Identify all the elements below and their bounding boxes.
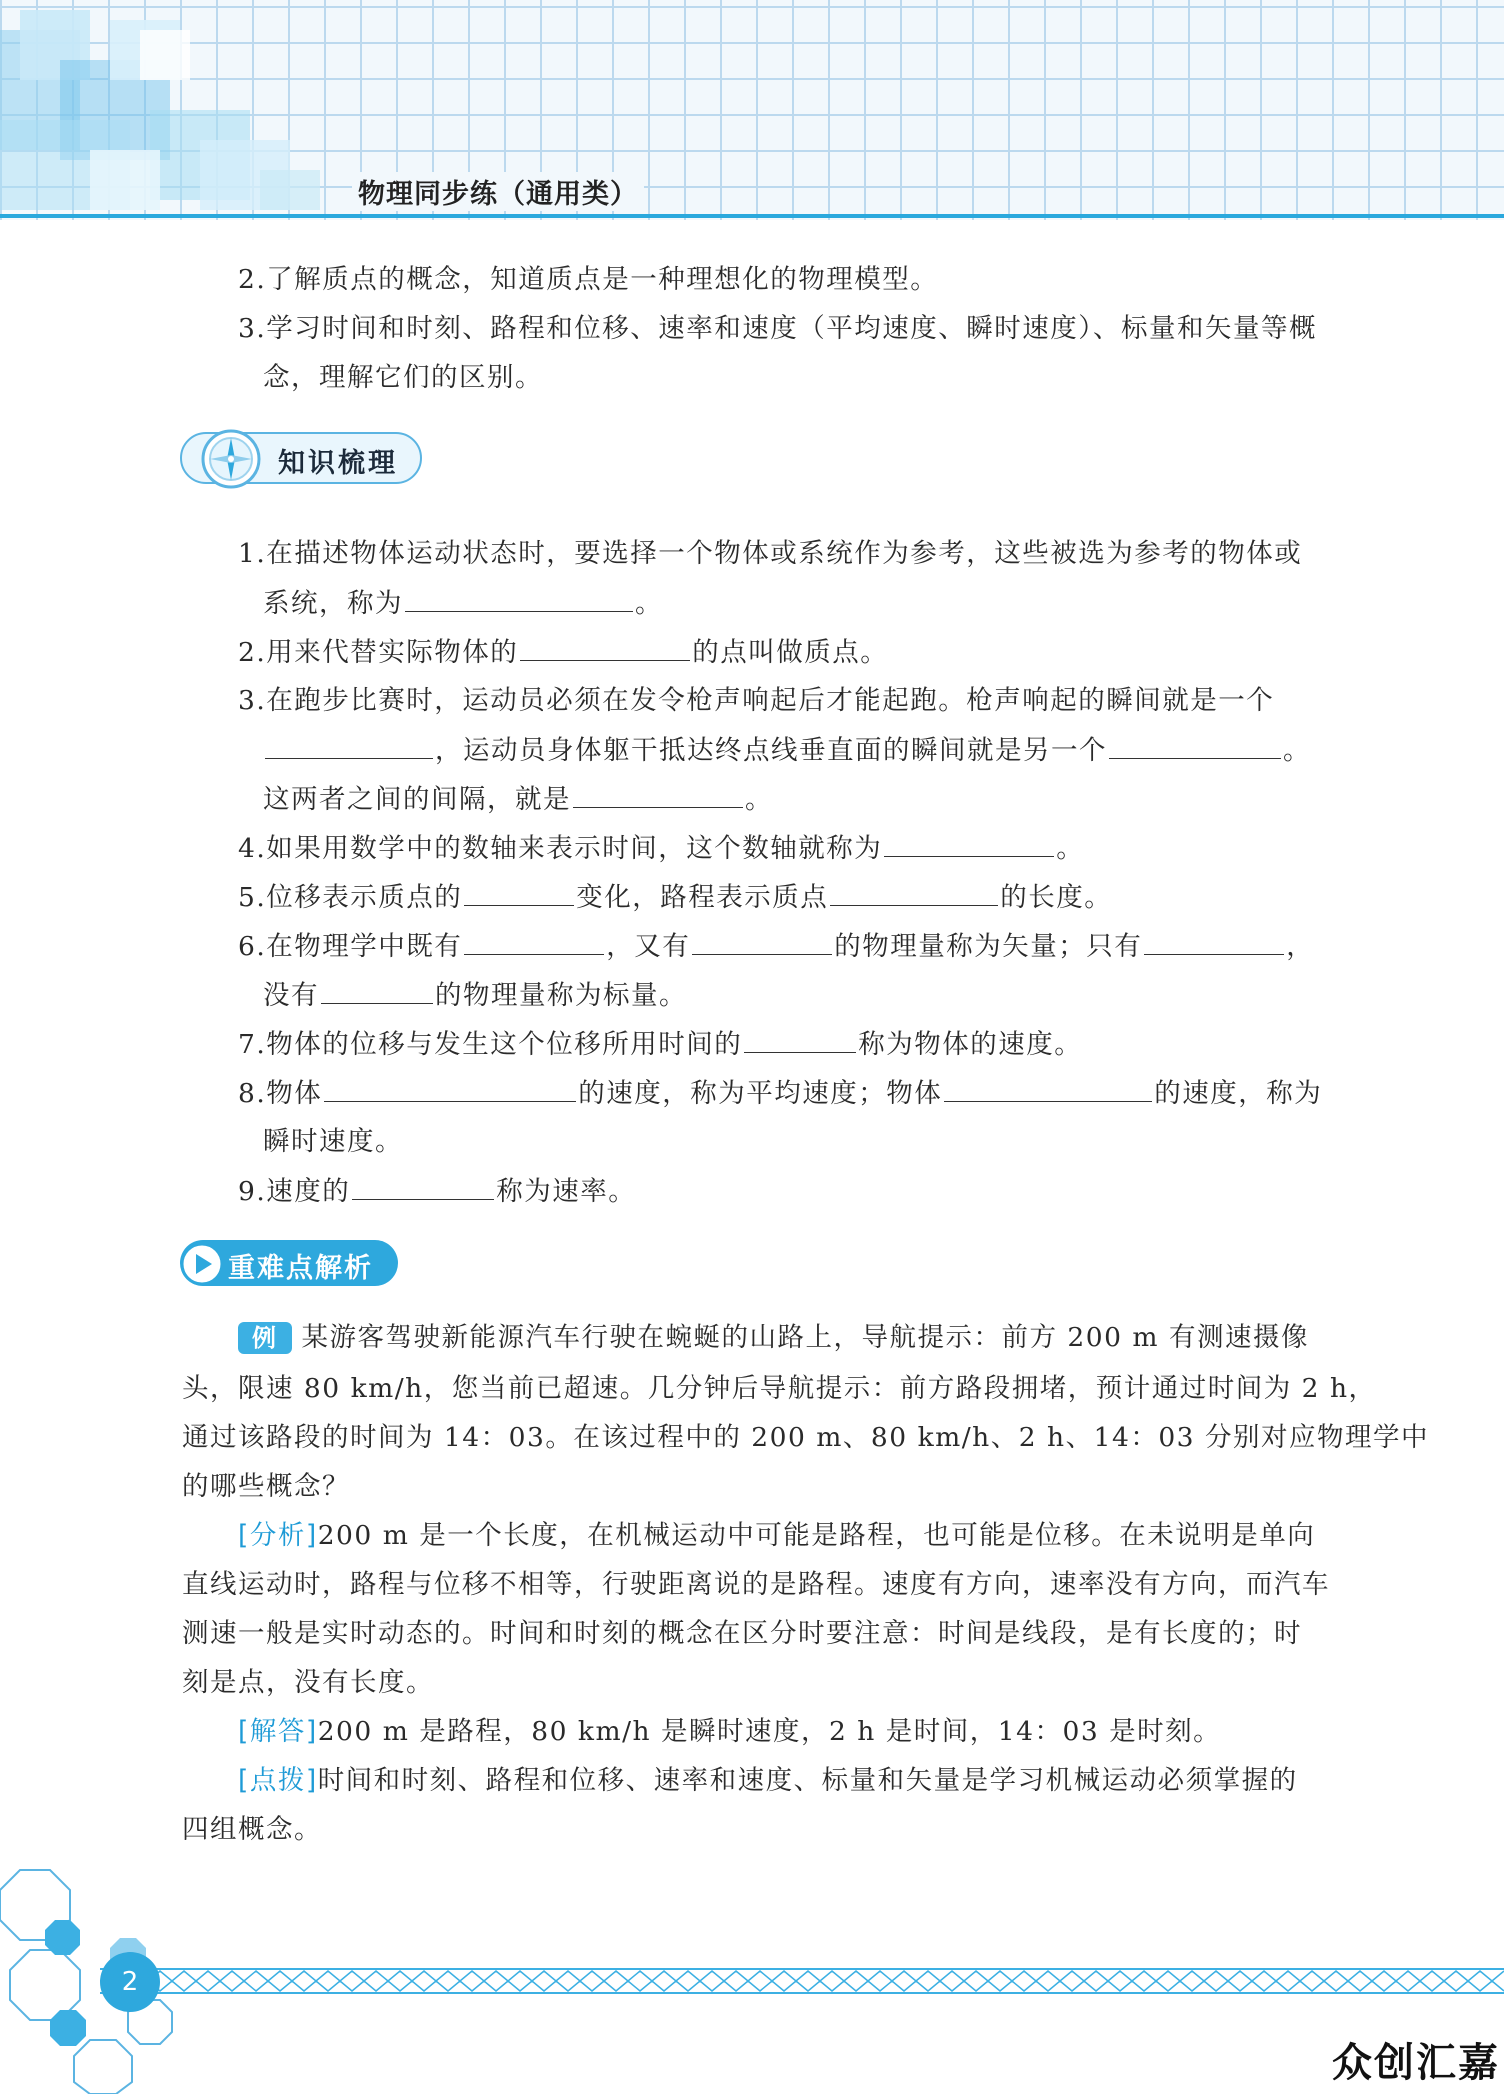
answer-tag: [解答] — [238, 1716, 318, 1747]
text-segment: 称为速率。 — [496, 1176, 637, 1207]
example-line-1 — [238, 1322, 1309, 1354]
knowledge-item-4 — [238, 832, 1084, 865]
example-line-4: 的哪些概念？ — [182, 1471, 350, 1502]
text-segment: 。 — [1056, 833, 1085, 864]
text-segment: 。 — [1283, 735, 1311, 766]
text-segment: 的长度。 — [1000, 882, 1113, 913]
example-badge: 例 — [238, 1322, 292, 1354]
example-line-2: 头，限速 80 km/h，您当前已超速。几分钟后导航提示：前方路段拥堵，预计通过时间为 2 h， — [182, 1373, 1377, 1404]
text-segment: 称为物体的速度。 — [858, 1029, 1083, 1060]
knowledge-item-6 — [238, 930, 1314, 963]
text-segment: 。 — [745, 784, 773, 815]
fill-blank[interactable] — [830, 881, 998, 906]
fill-blank[interactable] — [692, 930, 832, 955]
fill-blank[interactable] — [520, 636, 690, 661]
header-rule — [0, 214, 1504, 218]
book-title: 物理同步练（通用类） — [352, 172, 644, 211]
text-segment: ， — [1286, 931, 1315, 962]
text-segment: 200 m 是路程，80 km/h 是瞬时速度，2 h 是时间，14：03 是时刻。 — [317, 1716, 1222, 1747]
text-segment: 5.位移表示质点的 — [238, 882, 463, 913]
analysis-tag: [分析] — [238, 1520, 318, 1551]
fill-blank[interactable] — [352, 1175, 494, 1200]
text-segment: ，运动员身体躯干抵达终点线垂直面的瞬间就是另一个 — [435, 735, 1107, 766]
tip-tag: [点拨] — [238, 1765, 318, 1796]
text-segment: 某游客驾驶新能源汽车行驶在蜿蜒的山路上，导航提示：前方 200 m 有测速摄像 — [301, 1322, 1309, 1353]
text-segment: 系统，称为 — [263, 588, 403, 619]
text-segment: 4.如果用数学中的数轴来表示时间，这个数轴就称为 — [238, 833, 883, 864]
footer-wave-band — [100, 1966, 1504, 1996]
knowledge-item-2 — [238, 636, 888, 669]
text-segment: 的速度，称为平均速度；物体 — [578, 1078, 943, 1109]
knowledge-item-1: 1.在描述物体运动状态时，要选择一个物体或系统作为参考，这些被选为参考的物体或 — [238, 538, 1303, 569]
objective-2: 2.了解质点的概念，知道质点是一种理想化的物理模型。 — [238, 264, 939, 295]
text-segment: ，又有 — [606, 931, 691, 962]
text-segment: 这两者之间的间隔，就是 — [263, 784, 571, 815]
example-line-3: 通过该路段的时间为 14：03。在该过程中的 200 m、80 km/h、2 h、14：03 分别对应物理学中 — [182, 1422, 1429, 1453]
text-segment: 。 — [635, 588, 663, 619]
text-segment: 的物理量称为矢量；只有 — [834, 931, 1143, 962]
section-title-knowledge: 知识梳理 — [278, 448, 398, 479]
knowledge-item-3-cont — [263, 734, 1311, 767]
knowledge-item-9 — [238, 1175, 636, 1208]
knowledge-item-7 — [238, 1028, 1082, 1061]
analysis-line-3: 测速一般是实时动态的。时间和时刻的概念在区分时要注意：时间是线段，是有长度的；时 — [182, 1618, 1302, 1649]
section-title-key-points: 重难点解析 — [228, 1253, 373, 1284]
fill-blank[interactable] — [405, 587, 633, 612]
fill-blank[interactable] — [464, 881, 574, 906]
text-segment: 没有 — [263, 980, 319, 1011]
text-segment: 200 m 是一个长度，在机械运动中可能是路程，也可能是位移。在未说明是单向 — [317, 1520, 1316, 1551]
tip-line-2: 四组概念。 — [182, 1814, 322, 1845]
knowledge-item-8-cont: 瞬时速度。 — [263, 1126, 403, 1157]
text-segment: 的速度，称为 — [1154, 1078, 1323, 1109]
play-icon — [180, 1242, 224, 1286]
text-segment: 的点叫做质点。 — [692, 637, 889, 668]
text-segment: 2.用来代替实际物体的 — [238, 637, 519, 668]
knowledge-item-3: 3.在跑步比赛时，运动员必须在发令枪声响起后才能起跑。枪声响起的瞬间就是一个 — [238, 685, 1275, 716]
knowledge-item-8 — [238, 1077, 1322, 1110]
analysis-line-2: 直线运动时，路程与位移不相等，行驶距离说的是路程。速度有方向，速率没有方向，而汽车 — [182, 1569, 1330, 1600]
text-segment: 的物理量称为标量。 — [435, 980, 687, 1011]
fill-blank[interactable] — [744, 1028, 856, 1053]
objective-3-cont: 念，理解它们的区别。 — [263, 362, 543, 393]
tip-line-1 — [238, 1765, 1298, 1797]
text-segment: 8.物体 — [238, 1078, 323, 1109]
text-segment: 7.物体的位移与发生这个位移所用时间的 — [238, 1029, 743, 1060]
fill-blank[interactable] — [1109, 734, 1281, 759]
compass-icon — [200, 428, 262, 490]
knowledge-item-5 — [238, 881, 1112, 914]
knowledge-item-3-cont2 — [263, 783, 773, 816]
fill-blank[interactable] — [1144, 930, 1284, 955]
fill-blank[interactable] — [884, 832, 1054, 857]
answer-line — [238, 1716, 1221, 1748]
text-segment: 变化，路程表示质点 — [576, 882, 829, 913]
fill-blank[interactable] — [265, 734, 433, 759]
knowledge-item-6-cont — [263, 979, 687, 1012]
decorative-squares-graphic — [0, 0, 340, 220]
text-segment: 时间和时刻、路程和位移、速率和速度、标量和矢量是学习机械运动必须掌握的 — [317, 1765, 1298, 1796]
fill-blank[interactable] — [944, 1077, 1152, 1102]
watermark-text: 众创汇嘉 — [1332, 2040, 1500, 2086]
page-number: 2 — [100, 1952, 160, 2012]
knowledge-item-1-cont — [263, 587, 663, 620]
text-segment: 6.在物理学中既有 — [238, 931, 463, 962]
fill-blank[interactable] — [321, 979, 433, 1004]
fill-blank[interactable] — [464, 930, 604, 955]
objective-3: 3.学习时间和时刻、路程和位移、速率和速度（平均速度、瞬时速度）、标量和矢量等概 — [238, 313, 1318, 344]
analysis-line-4: 刻是点，没有长度。 — [182, 1667, 434, 1698]
analysis-line-1 — [238, 1520, 1315, 1552]
fill-blank[interactable] — [573, 783, 743, 808]
fill-blank[interactable] — [324, 1077, 576, 1102]
text-segment: 9.速度的 — [238, 1176, 351, 1207]
